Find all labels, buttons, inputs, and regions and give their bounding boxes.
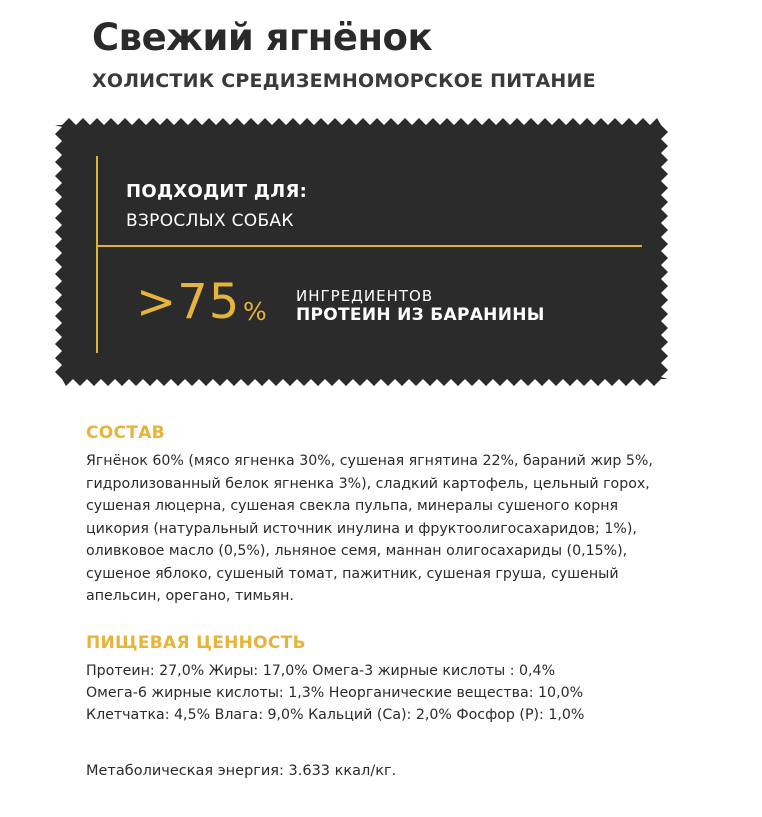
suits-for-value: ВЗРОСЛЫХ СОБАК [126, 211, 294, 231]
protein-percent-sign: % [243, 297, 267, 326]
metabolic-energy: Метаболическая энергия: 3.633 ккал/кг. [86, 763, 397, 779]
nutrition-line: Протеин: 27,0% Жиры: 17,0% Омега-3 жирные кислоты : 0,4% [86, 663, 556, 679]
composition-line: сушеная люцерна, сушеная свекла пульпа, минералы сушеного корня [86, 498, 619, 514]
product-subtitle: ХОЛИСТИК СРЕДИЗЕМНОМОРСКОЕ ПИТАНИЕ [92, 70, 596, 92]
composition-title: СОСТАВ [86, 423, 165, 443]
dark-info-panel [55, 118, 668, 386]
protein-percent-value: >75 [136, 274, 241, 330]
product-title: Свежий ягнёнок [92, 16, 433, 59]
composition-text [86, 450, 726, 608]
gold-vertical-divider [96, 156, 98, 353]
composition-line: оливковое масло (0,5%), льняное семя, маннан олигосахариды (0,15%), [86, 543, 628, 559]
composition-line: цикория (натуральный источник инулина и фруктоолигосахаридов; 1%), [86, 520, 637, 537]
gold-horizontal-divider [96, 245, 642, 247]
nutrition-title: ПИЩЕВАЯ ЦЕННОСТЬ [86, 633, 306, 653]
composition-line: сушеное яблоко, сушеный томат, пажитник, сушеная груша, сушеный [86, 565, 619, 582]
composition-line: Ягнёнок 60% (мясо ягненка 30%, сушеная ягнятина 22%, бараний жир 5%, [86, 453, 653, 469]
suits-for-label: ПОДХОДИТ ДЛЯ: [126, 181, 308, 202]
nutrition-line: Клетчатка: 4,5% Влага: 9,0% Кальций (Ca): 2,0% Фосфор (P): 1,0% [86, 707, 585, 723]
ingredients-label: ИНГРЕДИЕНТОВ [296, 287, 434, 305]
composition-line: гидролизованный белок ягненка 3%), сладкий картофель, цельный горох, [86, 475, 650, 492]
ingredients-value: ПРОТЕИН ИЗ БАРАНИНЫ [296, 305, 545, 325]
nutrition-line: Омега-6 жирные кислоты: 1,3% Неорганические вещества: 10,0% [86, 685, 584, 701]
composition-line: апельсин, орегано, тимьян. [86, 588, 294, 604]
nutrition-text [86, 660, 584, 726]
